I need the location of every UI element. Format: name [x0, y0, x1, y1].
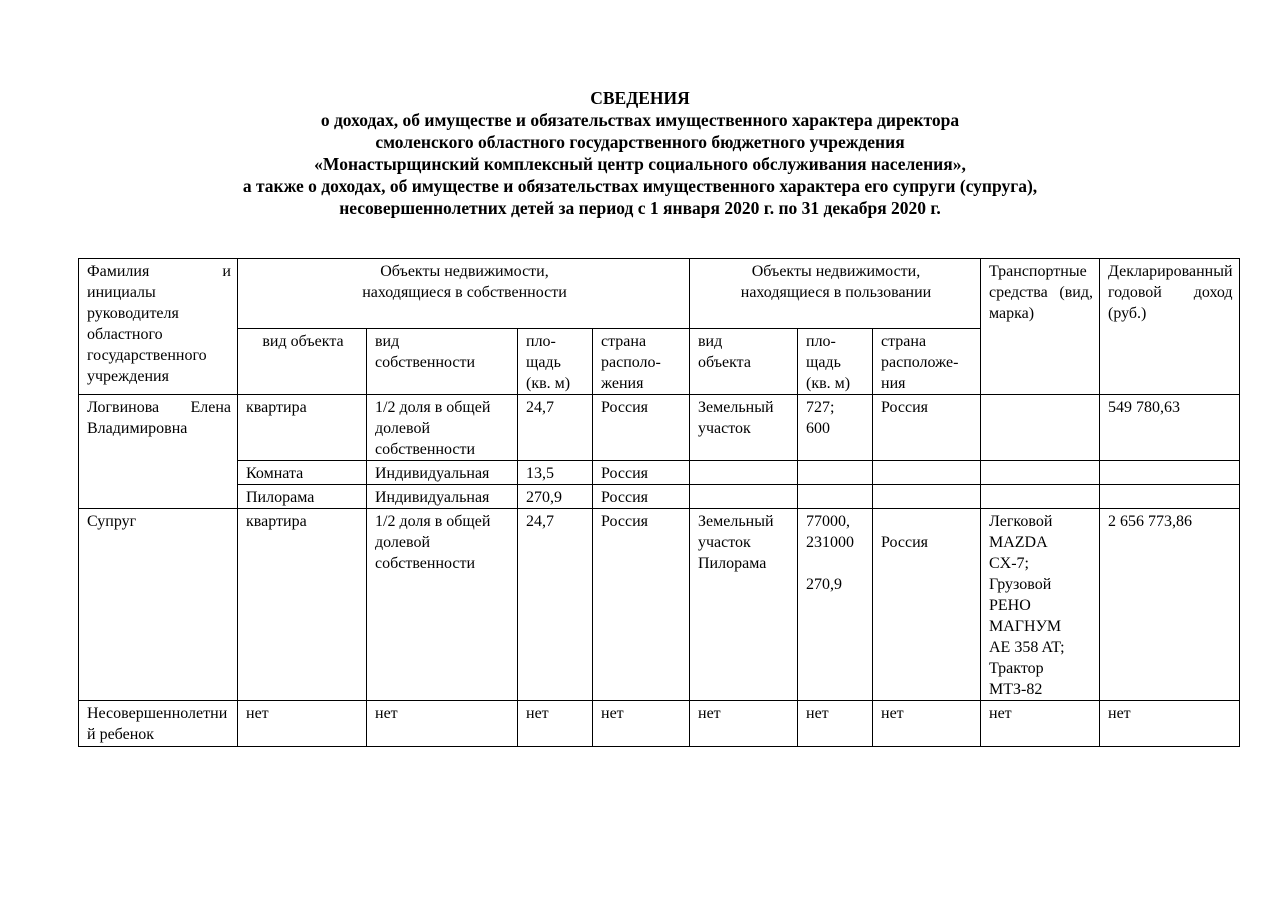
owned-ownership: Индивидуальная	[367, 461, 518, 485]
spouse-name: Супруг	[79, 509, 238, 701]
empty-cell	[798, 485, 873, 509]
used-type: Земельный участок Пилорама	[690, 509, 798, 701]
owned-area: 24,7	[518, 395, 593, 461]
heading-line-2: о доходах, об имуществе и обязательствах имущественного характера директора	[320, 110, 960, 130]
table-row	[79, 395, 1240, 461]
header-used-property: Объекты недвижимости, находящиеся в пользовании	[690, 259, 981, 329]
owned-country: Россия	[593, 461, 690, 485]
table-row	[79, 461, 1240, 485]
header-used-country: страна расположе- ния	[873, 329, 981, 395]
transport: Легковой MAZDA CX-7; Грузовой РЕНО МАГНУМ AE 358 AT; Трактор МТЗ-82	[981, 509, 1100, 701]
header-owned-type: вид объекта	[238, 329, 367, 395]
document-heading	[0, 87, 1280, 219]
owned-country: Россия	[593, 395, 690, 461]
declarant-name: Логвинова Елена Владимировна	[79, 395, 238, 509]
owned-country: Россия	[593, 509, 690, 701]
header-owned-property: Объекты недвижимости, находящиеся в собственности	[238, 259, 690, 329]
used-country: Россия	[873, 395, 981, 461]
table-row	[79, 485, 1240, 509]
table-row	[79, 509, 1240, 701]
owned-ownership: 1/2 доля в общей долевой собственности	[367, 395, 518, 461]
empty-cell	[690, 461, 798, 485]
heading-line-3: смоленского областного государственного бюджетного учреждения	[375, 132, 905, 152]
used-area: 77000, 231000 270,9	[798, 509, 873, 701]
document-title: СВЕДЕНИЯ	[590, 88, 690, 108]
header-person-cell: Фамилия и инициалы руководителя областного государственного учреждения	[79, 259, 238, 395]
header-income: Декларированный годовой доход (руб.)	[1100, 259, 1240, 395]
empty-cell	[798, 461, 873, 485]
owned-ownership: нет	[367, 701, 518, 747]
heading-line-6: несовершеннолетних детей за период с 1 января 2020 г. по 31 декабря 2020 г.	[339, 198, 941, 218]
empty-cell	[981, 485, 1100, 509]
empty-cell	[981, 461, 1100, 485]
income: нет	[1100, 701, 1240, 747]
owned-type: квартира	[238, 395, 367, 461]
owned-type: нет	[238, 701, 367, 747]
used-area: 727; 600	[798, 395, 873, 461]
owned-country: Россия	[593, 485, 690, 509]
owned-area: нет	[518, 701, 593, 747]
header-owned-ownership: вид собственности	[367, 329, 518, 395]
header-used-area: пло- щадь (кв. м)	[798, 329, 873, 395]
owned-country: нет	[593, 701, 690, 747]
owned-area: 270,9	[518, 485, 593, 509]
header-row	[79, 259, 1240, 329]
heading-line-5: а также о доходах, об имуществе и обязательствах имущественного характера его супруги (супруга),	[242, 176, 1038, 196]
empty-cell	[690, 485, 798, 509]
owned-type: квартира	[238, 509, 367, 701]
income: 2 656 773,86	[1100, 509, 1240, 701]
owned-type: Комната	[238, 461, 367, 485]
used-area: нет	[798, 701, 873, 747]
owned-ownership: Индивидуальная	[367, 485, 518, 509]
header-owned-country: страна располо- жения	[593, 329, 690, 395]
used-type: Земельный участок	[690, 395, 798, 461]
header-transport: Транспортные средства (вид, марка)	[981, 259, 1100, 395]
owned-area: 13,5	[518, 461, 593, 485]
empty-cell	[873, 485, 981, 509]
empty-cell	[1100, 485, 1240, 509]
empty-cell	[873, 461, 981, 485]
owned-ownership: 1/2 доля в общей долевой собственности	[367, 509, 518, 701]
header-owned-area: пло- щадь (кв. м)	[518, 329, 593, 395]
used-country: Россия	[873, 509, 981, 701]
transport	[981, 395, 1100, 461]
empty-cell	[1100, 461, 1240, 485]
used-country: нет	[873, 701, 981, 747]
header-used-type: вид объекта	[690, 329, 798, 395]
income: 549 780,63	[1100, 395, 1240, 461]
owned-area: 24,7	[518, 509, 593, 701]
child-name: Несовершеннолетний ребенок	[79, 701, 238, 747]
heading-line-4: «Монастырщинский комплексный центр социального обслуживания населения»,	[314, 154, 966, 174]
owned-type: Пилорама	[238, 485, 367, 509]
table-row	[79, 701, 1240, 747]
transport: нет	[981, 701, 1100, 747]
used-type: нет	[690, 701, 798, 747]
declaration-table	[78, 258, 1240, 747]
